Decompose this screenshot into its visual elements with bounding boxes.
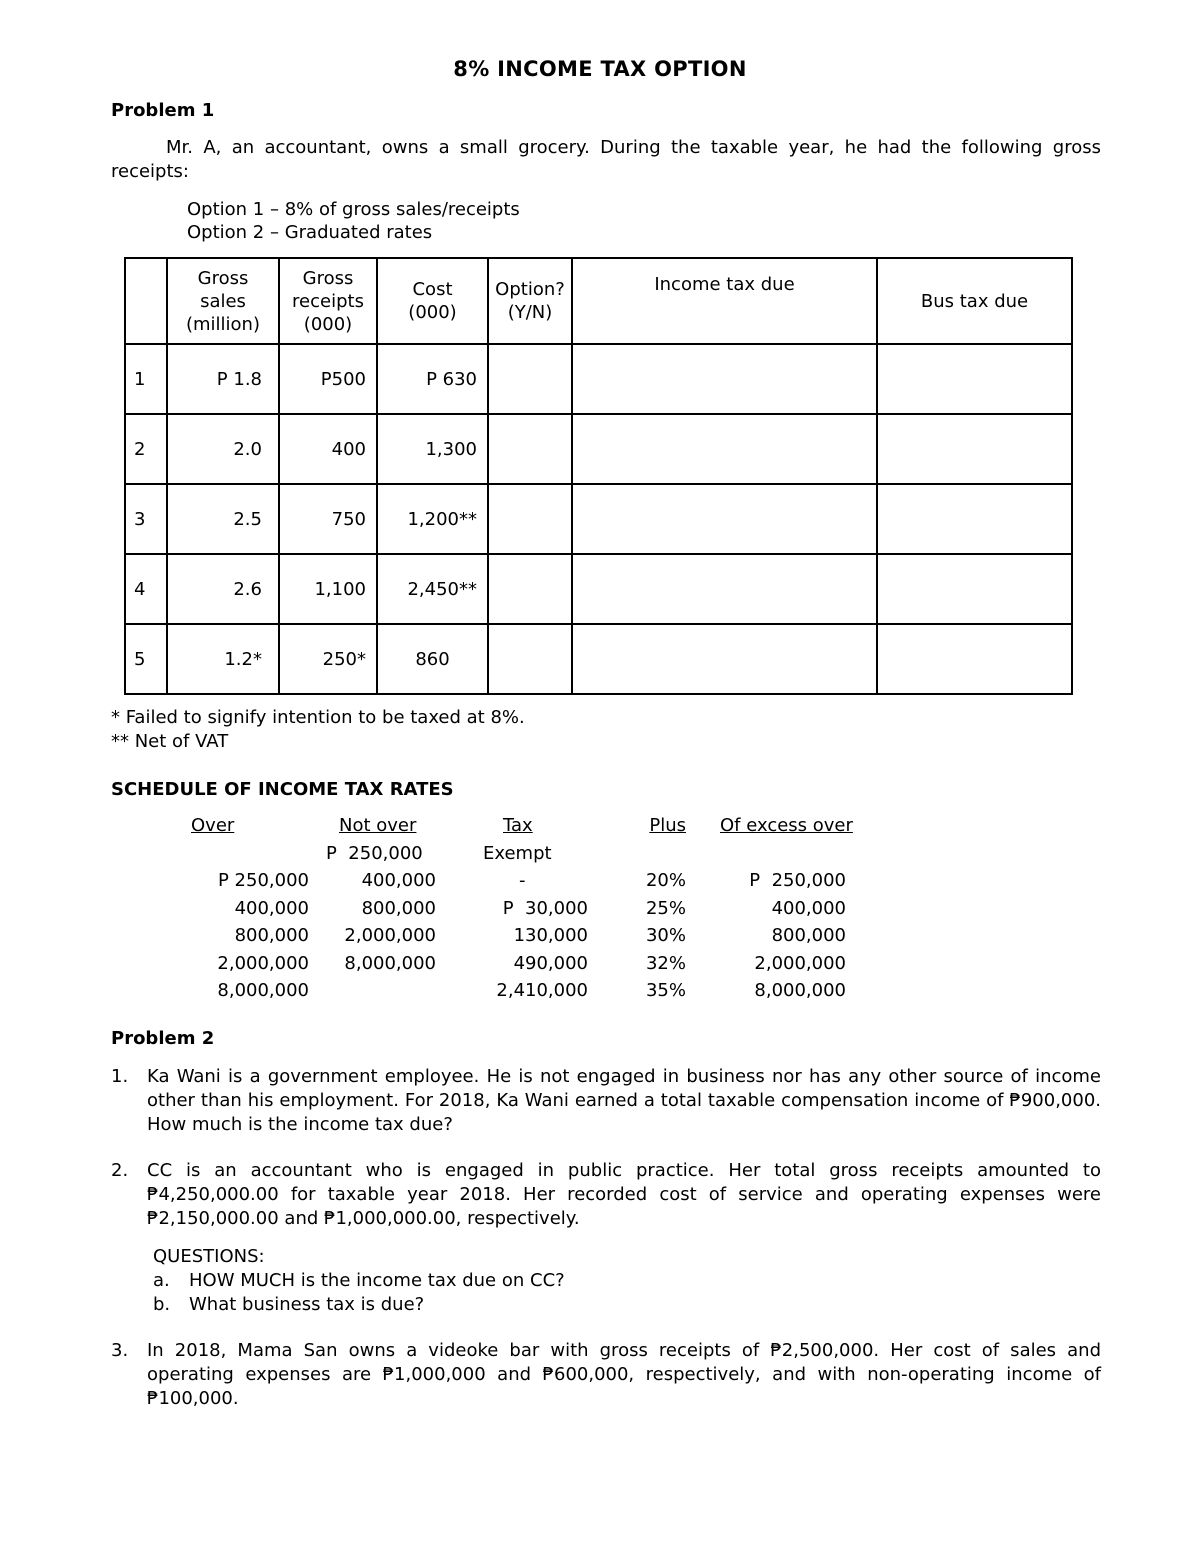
problem-2-list	[111, 1065, 1101, 1137]
header-cost-line: Cost	[412, 279, 453, 300]
problem-1-intro: Mr. A, an accountant, owns a small grocery. During the taxable year, he had the following gross receipts:	[111, 137, 1101, 182]
header-gross-sales-line: sales	[200, 290, 246, 312]
schedule-cell-plus: 35%	[645, 980, 686, 1001]
gross-sales-cell: 1.2*	[167, 624, 279, 694]
schedule-cell-excess: 400,000	[771, 897, 846, 919]
list-item-text: Ka Wani is a government employee. He is not engaged in business nor has any other source of income other than his employment. For 2018, Ka Wani earned a total taxable compensation income of ₱900,000. How much is the income tax due?	[147, 1066, 1101, 1135]
schedule-cell-plus: 20%	[645, 870, 686, 891]
option-1-text: Option 1 – 8% of gross sales/receipts	[187, 199, 520, 220]
schedule-column-not-over	[326, 812, 436, 1005]
footnote-double-asterisk: ** Net of VAT	[111, 731, 229, 752]
schedule-cell-over: 400,000	[234, 897, 309, 919]
table-row	[125, 414, 1072, 484]
bus-tax-cell	[877, 484, 1072, 554]
schedule-cell-excess: 2,000,000	[754, 952, 846, 974]
header-gross-receipts	[279, 258, 377, 344]
schedule-column-plus	[630, 812, 686, 1005]
schedule-header-plus: Plus	[649, 815, 686, 836]
table-row	[125, 484, 1072, 554]
schedule-cell-over: 2,000,000	[217, 952, 309, 974]
cost-cell: 860	[377, 624, 488, 694]
schedule-cell-plus: 25%	[645, 897, 686, 919]
list-item	[111, 1065, 1101, 1137]
header-bus-tax-label: Bus tax due	[920, 290, 1029, 312]
schedule-cell-excess: P 250,000	[749, 870, 846, 891]
header-index	[125, 258, 167, 344]
gross-sales-cell: P 1.8	[167, 344, 279, 414]
header-gross-receipts-line: (000)	[303, 313, 353, 335]
bus-tax-cell	[877, 344, 1072, 414]
option-cell	[488, 414, 572, 484]
schedule-cell-not-over: 8,000,000	[344, 952, 436, 974]
question-text: What business tax is due?	[189, 1294, 425, 1315]
header-income-tax-label: Income tax due	[654, 274, 795, 295]
schedule-cell-over: 800,000	[234, 925, 309, 946]
schedule-cell-plus: 32%	[645, 952, 686, 974]
schedule-cell-over: P 250,000	[217, 870, 309, 891]
table-header-row	[125, 258, 1072, 344]
gross-sales-cell: 2.6	[167, 554, 279, 624]
schedule-cell-tax: -	[519, 870, 526, 891]
bus-tax-cell	[877, 624, 1072, 694]
header-income-tax	[572, 258, 877, 344]
questions-block	[153, 1245, 1101, 1317]
question-text: HOW MUCH is the income tax due on CC?	[189, 1270, 565, 1291]
schedule-cell-not-over: 2,000,000	[344, 925, 436, 946]
header-cost	[377, 258, 488, 344]
option-cell	[488, 624, 572, 694]
schedule-cell-tax: 2,410,000	[496, 980, 588, 1001]
problem-2-list	[111, 1159, 1101, 1317]
schedule-header-over: Over	[191, 815, 235, 836]
problem-2-list	[111, 1339, 1101, 1411]
schedule-header-not-over: Not over	[339, 815, 417, 836]
option-cell	[488, 344, 572, 414]
header-gross-sales-line: (million)	[185, 313, 260, 335]
cost-cell: P 630	[377, 344, 488, 414]
schedule-header-tax: Tax	[503, 815, 533, 836]
schedule-cell-plus	[630, 840, 686, 868]
schedule-cell-excess: 8,000,000	[754, 980, 846, 1001]
schedule-cell-tax: Exempt	[483, 842, 552, 864]
list-item-number: 1.	[111, 1066, 129, 1087]
header-gross-sales-line: Gross	[197, 267, 249, 289]
schedule-cell-not-over	[326, 977, 436, 1005]
income-tax-cell	[572, 624, 877, 694]
header-gross-receipts-line: Gross	[302, 267, 354, 289]
gross-receipts-cell: 750	[279, 484, 377, 554]
schedule-title: SCHEDULE OF INCOME TAX RATES	[111, 779, 454, 800]
schedule-cell-not-over: P 250,000	[326, 842, 423, 864]
option-2-text: Option 2 – Graduated rates	[187, 222, 433, 243]
schedule-cell-tax: 130,000	[513, 925, 588, 946]
header-option-line: Option?	[495, 279, 565, 300]
question-letter: a.	[153, 1270, 170, 1291]
bus-tax-cell	[877, 414, 1072, 484]
header-option-line: (Y/N)	[507, 302, 553, 323]
schedule-cell-plus: 30%	[645, 925, 686, 946]
header-option	[488, 258, 572, 344]
gross-sales-cell: 2.0	[167, 414, 279, 484]
header-bus-tax	[877, 258, 1072, 344]
schedule-header-excess: Of excess over	[720, 815, 853, 836]
problem-1-heading: Problem 1	[111, 100, 215, 121]
list-item	[111, 1339, 1101, 1411]
schedule-column-over	[191, 812, 309, 1005]
list-item-text: In 2018, Mama San owns a videoke bar with gross receipts of ₱2,500,000. Her cost of sales and operating expenses are ₱1,000,000 and ₱600,000, respectively, and with non-operating income of ₱100,000.	[147, 1340, 1101, 1409]
cost-cell: 1,300	[377, 414, 488, 484]
problem-2-heading: Problem 2	[111, 1028, 215, 1049]
page-title: 8% INCOME TAX OPTION	[453, 57, 747, 81]
schedule-cell-not-over: 800,000	[361, 897, 436, 919]
gross-sales-cell: 2.5	[167, 484, 279, 554]
header-gross-sales	[167, 258, 279, 344]
problem-1-table	[124, 257, 1073, 695]
row-number: 2	[125, 414, 167, 484]
gross-receipts-cell: 250*	[279, 624, 377, 694]
schedule-cell-not-over: 400,000	[361, 870, 436, 891]
schedule-cell-tax: P 30,000	[502, 897, 588, 919]
gross-receipts-cell: P500	[279, 344, 377, 414]
row-number: 4	[125, 554, 167, 624]
question-item	[153, 1293, 1101, 1317]
row-number: 1	[125, 344, 167, 414]
list-item-number: 3.	[111, 1340, 129, 1361]
table-row	[125, 344, 1072, 414]
question-letter: b.	[153, 1294, 171, 1315]
header-gross-receipts-line: receipts	[292, 290, 364, 312]
questions-label: QUESTIONS:	[153, 1246, 265, 1267]
schedule-column-excess	[718, 812, 853, 1005]
schedule-column-tax	[483, 812, 588, 1005]
table-row	[125, 624, 1072, 694]
list-item-text: CC is an accountant who is engaged in public practice. Her total gross receipts amounted to ₱4,250,000.00 for taxable year 2018. Her recorded cost of service and operating expenses were ₱2,150,000.00 and ₱1,000,000.00, respectively.	[147, 1160, 1101, 1229]
schedule-cell-over: 8,000,000	[217, 980, 309, 1001]
income-tax-cell	[572, 554, 877, 624]
option-cell	[488, 484, 572, 554]
list-item	[111, 1159, 1101, 1317]
schedule-cell-over	[191, 840, 309, 868]
schedule-cell-excess: 800,000	[771, 925, 846, 946]
schedule-cell-tax: 490,000	[513, 952, 588, 974]
income-tax-cell	[572, 344, 877, 414]
row-number: 3	[125, 484, 167, 554]
cost-cell: 2,450**	[377, 554, 488, 624]
question-item	[153, 1269, 1101, 1293]
table-row	[125, 554, 1072, 624]
schedule-cell-excess	[718, 840, 846, 868]
income-tax-cell	[572, 414, 877, 484]
income-tax-cell	[572, 484, 877, 554]
gross-receipts-cell: 1,100	[279, 554, 377, 624]
list-item-number: 2.	[111, 1160, 129, 1181]
row-number: 5	[125, 624, 167, 694]
cost-cell: 1,200**	[377, 484, 488, 554]
gross-receipts-cell: 400	[279, 414, 377, 484]
footnote-single-asterisk: * Failed to signify intention to be taxed at 8%.	[111, 707, 525, 728]
option-cell	[488, 554, 572, 624]
header-cost-line: (000)	[408, 302, 457, 323]
bus-tax-cell	[877, 554, 1072, 624]
